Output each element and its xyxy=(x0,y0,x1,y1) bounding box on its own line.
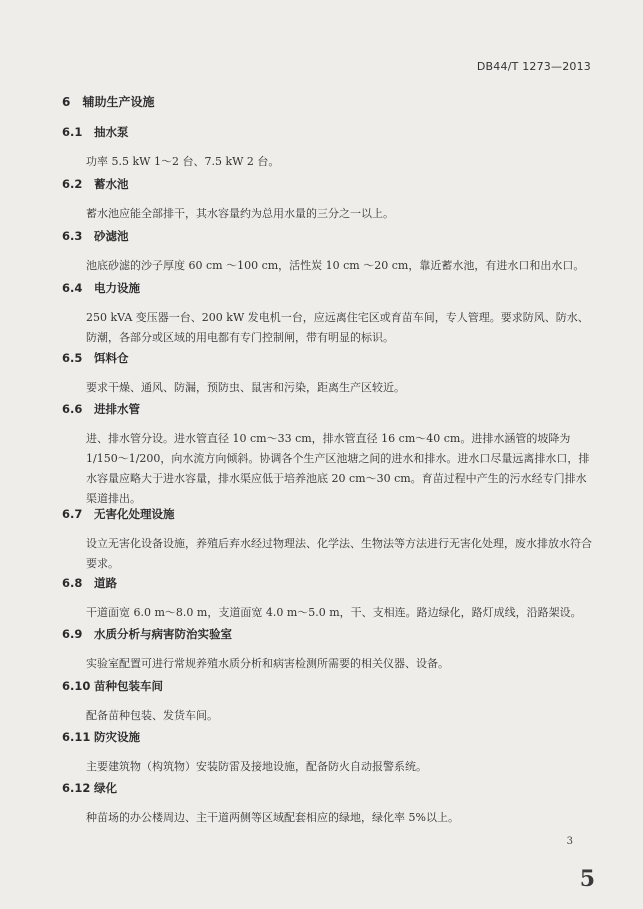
section-6-11 xyxy=(62,729,592,777)
section-title: 抽水泵 xyxy=(94,125,129,139)
section-title: 蓄水池 xyxy=(94,177,129,191)
paragraph: 种苗场的办公楼周边、主干道两侧等区域配套相应的绿地，绿化率 5%以上。 xyxy=(86,811,459,824)
section-6-2 xyxy=(62,176,592,224)
section-number: 6.10 xyxy=(62,679,91,693)
section-heading xyxy=(62,176,592,192)
section-title: 道路 xyxy=(94,576,117,590)
paragraph: 池底砂滤的沙子厚度 60 cm ～100 cm，活性炭 10 cm ～20 cm，靠近蓄水池，有进水口和出水口。 xyxy=(86,259,585,272)
section-body xyxy=(62,378,592,398)
section-body xyxy=(62,808,592,828)
section-6-6 xyxy=(62,401,592,509)
section-body xyxy=(62,706,592,726)
section-number: 6.1 xyxy=(62,125,83,139)
section-body xyxy=(62,256,592,276)
page-number: 3 xyxy=(566,836,573,847)
paragraph: 实验室配置可进行常规养殖水质分析和病害检测所需要的相关仪器、设备。 xyxy=(86,657,449,670)
paragraph: 配备苗种包装、发货车间。 xyxy=(86,709,218,722)
section-number: 6.2 xyxy=(62,177,83,191)
paragraph: 设立无害化设备设施，养殖后弃水经过物理法、化学法、生物法等方法进行无害化处理，废水排放水符合要求。 xyxy=(86,537,592,570)
section-title: 饵料仓 xyxy=(94,351,129,365)
section-6-9 xyxy=(62,626,592,674)
section-6-10 xyxy=(62,678,592,726)
paragraph: 主要建筑物（构筑物）安装防雷及接地设施，配备防火自动报警系统。 xyxy=(86,760,427,773)
section-title: 防灾设施 xyxy=(94,730,140,744)
section-heading xyxy=(62,678,592,694)
section-body xyxy=(62,308,592,348)
section-number: 6.8 xyxy=(62,576,83,590)
section-number: 6.4 xyxy=(62,281,83,295)
section-number: 6.7 xyxy=(62,507,83,521)
section-6-3 xyxy=(62,228,592,276)
section-heading xyxy=(62,506,592,522)
section-6-12 xyxy=(62,780,592,828)
sheet-number: 5 xyxy=(579,866,595,892)
section-number: 6.3 xyxy=(62,229,83,243)
section-heading xyxy=(62,124,592,140)
section-heading xyxy=(62,280,592,296)
section-heading xyxy=(62,626,592,642)
section-body xyxy=(62,429,592,509)
section-6-1 xyxy=(62,124,592,172)
section-title: 电力设施 xyxy=(94,281,140,295)
section-body xyxy=(62,757,592,777)
paragraph: 干道面宽 6.0 m～8.0 m，支道面宽 4.0 m～5.0 m，干、支相连。路边绿化，路灯成线，沿路架设。 xyxy=(86,606,582,619)
section-number: 6.12 xyxy=(62,781,91,795)
section-body xyxy=(62,534,592,574)
section-title: 苗种包装车间 xyxy=(94,679,163,693)
paragraph: 进、排水管分设。进水管直径 10 cm～33 cm，排水管直径 16 cm～40 cm。进排水涵管的坡降为 1/150～1/200，向水流方向倾斜。协调各个生产区池塘之间的进水和排水。进水口尽量远离排水口，排水容量应略大于进水容量，排水渠应低于培养池底 20 cm～30 cm。育苗过程中产生的污水经专门排水渠道排出。 xyxy=(86,432,590,505)
section-title: 砂滤池 xyxy=(94,229,129,243)
section-title: 绿化 xyxy=(94,781,117,795)
section-number: 6.6 xyxy=(62,402,83,416)
section-title: 进排水管 xyxy=(94,402,140,416)
section-heading xyxy=(62,575,592,591)
chapter-number: 6 xyxy=(62,95,71,109)
section-6-4 xyxy=(62,280,592,348)
section-number: 6.5 xyxy=(62,351,83,365)
section-body xyxy=(62,603,592,623)
section-6-8 xyxy=(62,575,592,623)
section-number: 6.11 xyxy=(62,730,91,744)
paragraph: 功率 5.5 kW 1～2 台、7.5 kW 2 台。 xyxy=(86,155,280,168)
section-body xyxy=(62,152,592,172)
section-body xyxy=(62,654,592,674)
section-heading xyxy=(62,729,592,745)
paragraph: 蓄水池应能全部排干，其水容量约为总用水量的三分之一以上。 xyxy=(86,207,394,220)
section-body xyxy=(62,204,592,224)
paragraph: 250 kVA 变压器一台、200 kW 发电机一台，应远离住宅区或育苗车间，专人管理。要求防风、防水、防潮，各部分或区域的用电都有专门控制闸，带有明显的标识。 xyxy=(86,311,589,344)
section-heading xyxy=(62,228,592,244)
chapter-title: 辅助生产设施 xyxy=(82,95,155,109)
section-heading xyxy=(62,350,592,366)
section-6-5 xyxy=(62,350,592,398)
section-heading xyxy=(62,401,592,417)
chapter-heading xyxy=(62,93,155,110)
section-title: 无害化处理设施 xyxy=(94,507,175,521)
section-6-7 xyxy=(62,506,592,574)
section-number: 6.9 xyxy=(62,627,83,641)
document-code: DB44/T 1273—2013 xyxy=(476,60,591,73)
section-heading xyxy=(62,780,592,796)
paragraph: 要求干燥、通风、防漏，预防虫、鼠害和污染，距离生产区较近。 xyxy=(86,381,405,394)
section-title: 水质分析与病害防治实验室 xyxy=(94,627,232,641)
